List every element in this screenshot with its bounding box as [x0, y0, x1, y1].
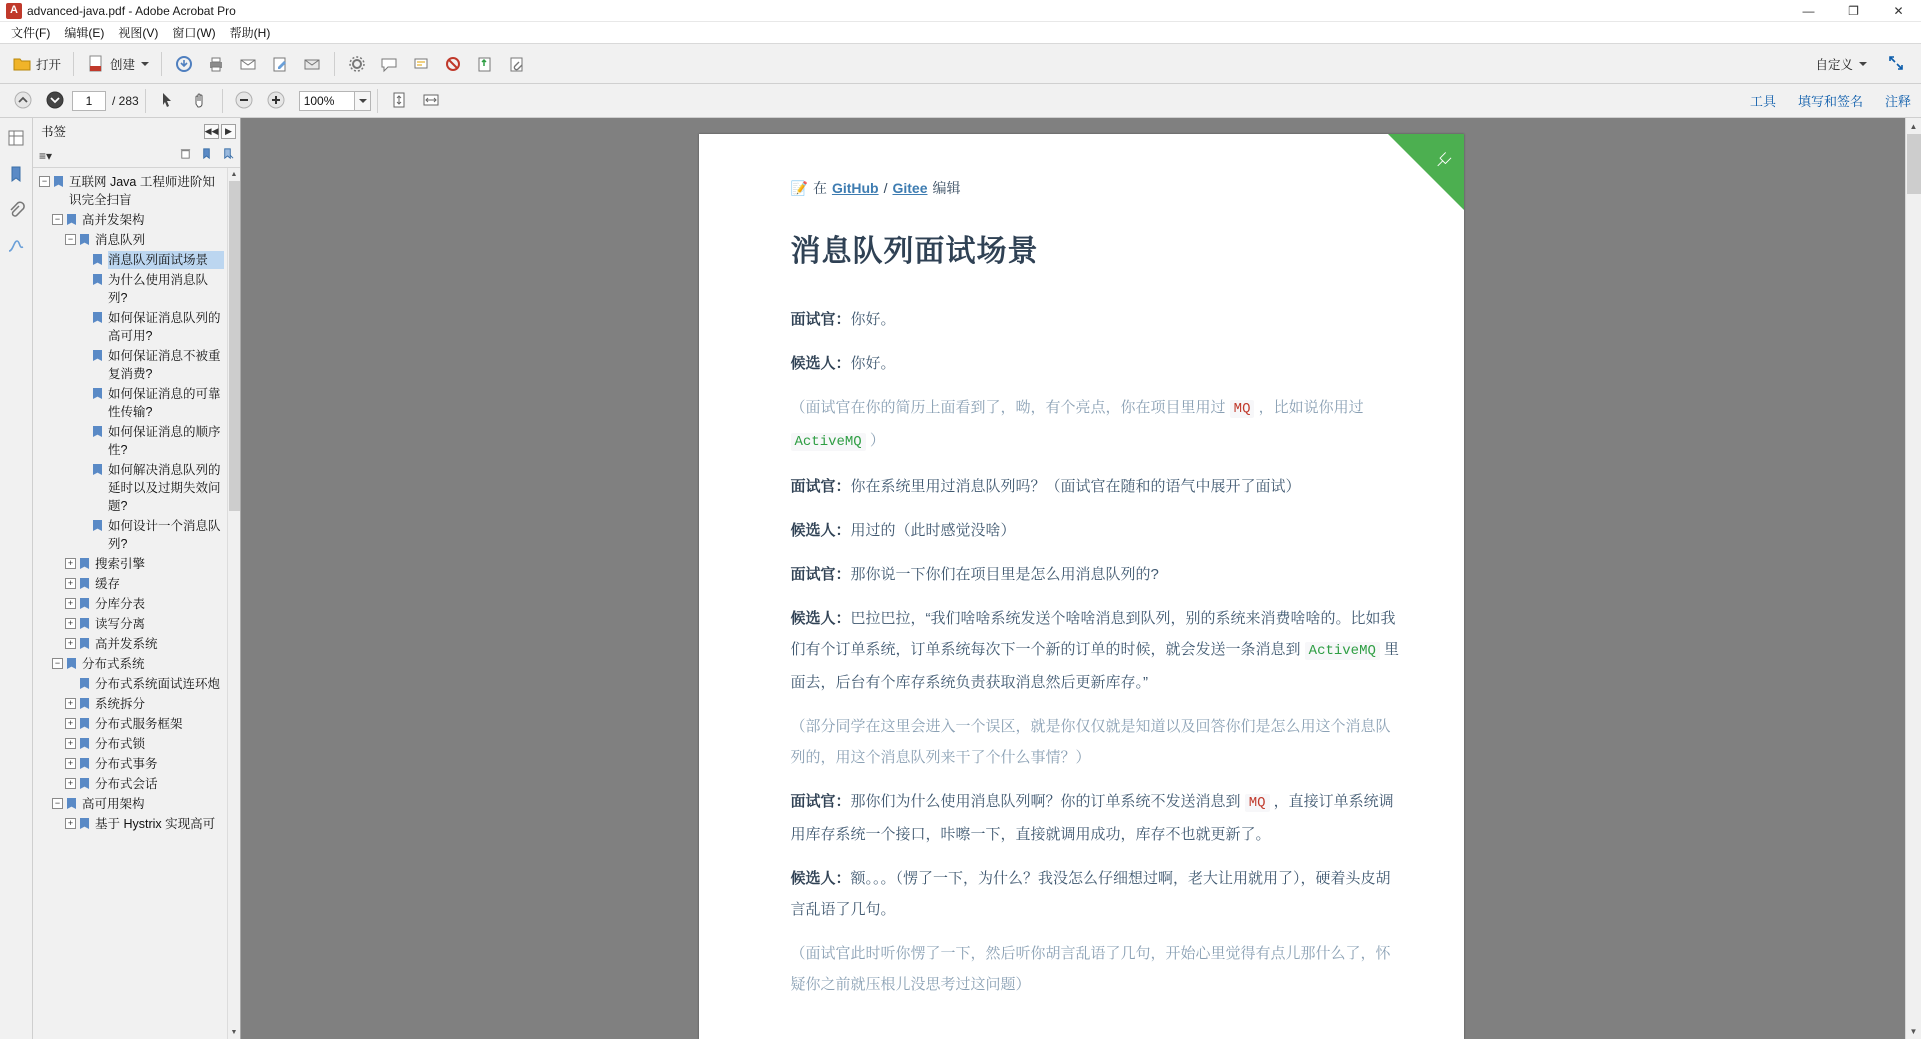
bookmark-label: 缓存 — [95, 577, 121, 591]
document-body — [791, 304, 1402, 1000]
bookmark-item[interactable] — [35, 654, 224, 674]
bookmark-label: 分库分表 — [95, 597, 146, 611]
leaf-node-spacer — [78, 274, 89, 285]
open-button[interactable] — [6, 49, 67, 79]
bookmark-item[interactable] — [35, 210, 224, 230]
new-bookmark-icon[interactable] — [200, 147, 213, 165]
bookmark-label: 为什么使用消息队列? — [108, 273, 209, 305]
paragraph-text: 你好。 — [850, 311, 896, 328]
document-paragraph — [791, 786, 1402, 850]
bookmark-item[interactable] — [35, 460, 224, 516]
expand-node-icon[interactable]: + — [65, 638, 76, 649]
maximize-button[interactable]: ❐ — [1848, 4, 1859, 18]
prohibit-icon — [443, 54, 463, 74]
minimize-button[interactable]: — — [1802, 4, 1815, 18]
github-link[interactable]: GitHub — [831, 180, 879, 196]
expand-node-icon[interactable]: + — [65, 818, 76, 829]
gear-icon — [347, 54, 367, 74]
bookmark-label: 如何设计一个消息队列? — [108, 519, 221, 551]
subbar-separator-1 — [145, 89, 146, 113]
next-page-button[interactable] — [40, 86, 72, 116]
envelope-icon — [302, 54, 322, 74]
bookmark-item[interactable] — [35, 674, 224, 694]
close-button[interactable]: ✕ — [1893, 4, 1904, 18]
expand-icon — [1887, 54, 1907, 74]
menu-bar — [0, 22, 1921, 44]
paragraph-speaker: 面试官： — [790, 311, 851, 328]
bookmark-icon — [66, 213, 79, 227]
menu-edit[interactable]: 编辑(E) — [64, 26, 105, 40]
bookmark-item[interactable] — [35, 754, 224, 774]
expand-toolbar-button[interactable] — [1881, 49, 1913, 79]
arrow-up-icon — [14, 91, 34, 111]
bookmark-icon — [53, 175, 66, 189]
collapse-panel-button[interactable]: ◀◀ — [204, 124, 219, 139]
toolbar-right-group — [1809, 49, 1913, 79]
create-label: 创建 — [110, 57, 136, 72]
expand-node-icon[interactable]: + — [65, 578, 76, 589]
document-scroll-thumb[interactable] — [1907, 134, 1921, 194]
bookmark-icon — [92, 519, 105, 533]
bookmark-label: 消息队列面试场景 — [108, 251, 224, 269]
menu-file[interactable]: 文件(F) — [11, 26, 51, 40]
collapse-node-icon[interactable]: − — [39, 176, 50, 187]
bookmark-label: 分布式服务框架 — [95, 717, 183, 731]
github-ribbon — [1388, 134, 1464, 210]
document-paragraph — [791, 603, 1402, 698]
bookmark-label: 如何保证消息的顺序性? — [108, 425, 221, 457]
menu-view[interactable]: 视图(V) — [118, 26, 159, 40]
paragraph-text: 那你说一下你们在项目里是怎么用消息队列的? — [850, 566, 1159, 583]
pencil-icon: 📝 — [790, 179, 808, 196]
page-total-label: / 283 — [112, 93, 139, 108]
bookmarks-icon[interactable] — [4, 162, 28, 186]
document-paragraph — [791, 304, 1402, 335]
attachments-icon[interactable] — [4, 198, 28, 222]
paragraph-speaker: 候选人： — [790, 870, 851, 887]
customize-button[interactable] — [1809, 49, 1873, 79]
tab-fill-and-sign[interactable]: 填写和签名 — [1797, 94, 1863, 109]
fit-width-icon — [422, 91, 442, 111]
paragraph-text: （面试官此时听你愣了一下，然后听你胡言乱语了几句，开始心里觉得有点儿那什么了，怀疑你之前就压根儿没思考过这问题） — [790, 945, 1391, 993]
bookmarks-nav-buttons — [204, 124, 236, 139]
bookmark-label: 基于 Hystrix 实现高可 — [95, 817, 216, 831]
bookmark-icon — [79, 757, 92, 771]
toolbar-separator-1 — [73, 52, 74, 76]
bookmark-label: 分布式系统面试连环炮 — [95, 677, 221, 691]
gitee-link[interactable]: Gitee — [892, 180, 928, 196]
expand-node-icon[interactable]: + — [65, 698, 76, 709]
collapse-node-icon[interactable]: − — [52, 658, 63, 669]
open-label: 打开 — [36, 57, 62, 72]
previous-page-button[interactable] — [8, 86, 40, 116]
print-button[interactable] — [200, 49, 232, 79]
comment-icon — [379, 54, 399, 74]
document-paragraph — [791, 863, 1402, 925]
bookmark-icon — [92, 273, 105, 287]
bookmark-item[interactable] — [35, 270, 224, 308]
bookmark-label: 分布式系统 — [82, 657, 145, 671]
link-separator: / — [883, 180, 888, 196]
delete-button[interactable] — [437, 49, 469, 79]
leaf-node-spacer — [78, 350, 89, 361]
collapse-node-icon[interactable]: − — [65, 234, 76, 245]
collapse-node-icon[interactable]: − — [52, 214, 63, 225]
bookmark-item[interactable] — [35, 554, 224, 574]
bookmarks-scroll-thumb[interactable] — [229, 181, 240, 511]
edit-suffix: 编辑 — [932, 180, 961, 196]
main-toolbar — [0, 44, 1921, 84]
bookmarks-toolbar-right — [179, 147, 234, 165]
email-button[interactable] — [232, 49, 264, 79]
subbar-separator-3 — [377, 89, 378, 113]
expand-node-icon[interactable]: + — [65, 738, 76, 749]
bookmark-icon — [92, 311, 105, 325]
bookmark-item[interactable] — [35, 574, 224, 594]
leaf-node-spacer — [78, 254, 89, 265]
expand-panel-button[interactable]: ▶ — [221, 124, 236, 139]
bookmark-icon — [92, 425, 105, 439]
bookmarks-tree — [33, 168, 240, 1039]
comment-button[interactable] — [373, 49, 405, 79]
settings-button[interactable] — [341, 49, 373, 79]
bookmark-icon — [79, 233, 92, 247]
inline-code: MQ — [1245, 794, 1270, 812]
edit-prefix: 在 — [812, 180, 827, 196]
paragraph-text: （部分同学在这里会进入一个误区，就是你仅仅就是知道以及回答你们是怎么用这个消息队列的，用这个消息队列来干了个什么事情？） — [790, 718, 1391, 766]
bookmark-icon — [79, 697, 92, 711]
zoom-out-button[interactable] — [229, 86, 261, 116]
scroll-down-icon[interactable]: ▼ — [1909, 1026, 1918, 1036]
bookmark-icon — [79, 557, 92, 571]
inline-code: MQ — [1230, 400, 1255, 418]
leaf-node-spacer — [78, 464, 89, 475]
paragraph-text: 那你们为什么使用消息队列啊？你的订单系统不发送消息到 MQ ，直接订单系统调用库存系统一个接口，咔嚓一下，直接就调用成功，库存不也就更新了。 — [790, 793, 1394, 843]
bookmark-label: 分布式锁 — [95, 737, 146, 751]
bookmark-label: 如何解决消息队列的延时以及过期失效问题? — [108, 463, 221, 513]
toolbar-separator-3 — [334, 52, 335, 76]
document-paragraph — [791, 938, 1402, 1000]
email-icon — [238, 54, 258, 74]
bookmark-label: 系统拆分 — [95, 697, 146, 711]
leaf-node-spacer — [78, 426, 89, 437]
bookmarks-scrollbar[interactable] — [227, 168, 240, 1039]
tab-comment[interactable]: 注释 — [1884, 94, 1911, 109]
page-navigation-toolbar — [0, 84, 1921, 118]
fit-width-button[interactable] — [416, 86, 448, 116]
select-tool-button[interactable] — [152, 86, 184, 116]
save-button[interactable] — [168, 49, 200, 79]
document-paragraph — [791, 471, 1402, 502]
right-pane-tabs — [1750, 91, 1911, 110]
paragraph-text: 巴拉巴拉，“我们啥啥系统发送个啥啥消息到队列，别的系统来消费啥啥的。比如我们有个订单系统，订单系统每次下一个新的订单的时候，就会发送一条消息到 ActiveMQ 里面去，后台有个库存系统负责获取消息然后更新库存。” — [790, 610, 1400, 691]
collapse-node-icon[interactable]: − — [52, 798, 63, 809]
page-number-input[interactable]: 1 — [72, 91, 106, 111]
paragraph-text: 用过的（此时感觉没啥） — [850, 522, 1016, 539]
chevron-down-icon — [1859, 62, 1867, 66]
expand-node-icon[interactable]: + — [65, 618, 76, 629]
bookmark-icon — [79, 777, 92, 791]
bookmark-label: 搜索引擎 — [95, 557, 146, 571]
navigation-rail — [0, 118, 33, 1039]
bookmark-item[interactable] — [35, 694, 224, 714]
signatures-icon[interactable] — [4, 234, 28, 258]
menu-help[interactable]: 帮助(H) — [229, 26, 271, 40]
bookmark-item[interactable] — [35, 516, 224, 554]
bookmark-icon — [79, 637, 92, 651]
zoom-dropdown-button[interactable] — [355, 91, 371, 111]
bookmark-label: 读写分离 — [95, 617, 146, 631]
pencil-edit-icon — [270, 54, 290, 74]
fit-page-button[interactable] — [384, 86, 416, 116]
bookmark-icon — [92, 349, 105, 363]
hand-tool-button[interactable] — [184, 86, 216, 116]
title-bar — [0, 0, 1921, 22]
expand-node-icon[interactable]: + — [65, 778, 76, 789]
sign-button[interactable] — [264, 49, 296, 79]
toolbar-separator-2 — [161, 52, 162, 76]
export-button[interactable] — [469, 49, 501, 79]
bookmark-icon — [92, 463, 105, 477]
bookmark-icon — [79, 737, 92, 751]
scroll-up-icon[interactable]: ▲ — [1909, 121, 1918, 131]
tab-tools[interactable]: 工具 — [1749, 94, 1776, 109]
bookmark-icon — [79, 677, 92, 691]
leaf-node-spacer — [65, 678, 76, 689]
paragraph-text: 额。。。（愣了一下，为什么？我没怎么仔细想过啊，老大让用就用了），硬着头皮胡言乱语了几句。 — [790, 870, 1391, 918]
document-viewer — [241, 118, 1921, 1039]
bookmark-icon — [92, 387, 105, 401]
menu-window[interactable]: 窗口(W) — [172, 26, 216, 40]
bookmark-label: 分布式会话 — [95, 777, 158, 791]
inline-code: ActiveMQ — [1305, 642, 1380, 660]
subbar-separator-2 — [222, 89, 223, 113]
bookmark-item[interactable] — [35, 308, 224, 346]
bookmark-item[interactable] — [35, 734, 224, 754]
bookmarks-header — [33, 118, 240, 144]
bookmark-item[interactable] — [35, 714, 224, 734]
bookmark-item[interactable] — [35, 250, 224, 270]
bookmark-item[interactable] — [35, 814, 224, 834]
bookmark-item[interactable] — [35, 794, 224, 814]
stamp-button[interactable] — [405, 49, 437, 79]
expand-node-icon[interactable]: + — [65, 758, 76, 769]
bookmark-item[interactable] — [35, 422, 224, 460]
paragraph-text: （面试官在你的简历上面看到了，呦，有个亮点，你在项目里用过 MQ ，比如说你用过 ActiveMQ ） — [790, 399, 1364, 450]
zoom-level-input[interactable]: 100% — [299, 91, 355, 111]
expand-node-icon[interactable]: + — [65, 718, 76, 729]
bookmark-icon — [66, 797, 79, 811]
scroll-down-icon[interactable]: ▼ — [228, 1026, 240, 1039]
bookmark-item[interactable] — [35, 594, 224, 614]
delete-bookmark-icon[interactable] — [179, 147, 192, 165]
bookmark-label: 高可用架构 — [82, 797, 145, 811]
fit-page-icon — [390, 91, 410, 111]
paragraph-speaker: 候选人： — [790, 522, 851, 539]
hand-icon — [190, 91, 210, 111]
acrobat-icon — [6, 3, 22, 19]
attach-button[interactable] — [501, 49, 533, 79]
chevron-down-icon — [141, 62, 149, 66]
bookmark-label: 如何保证消息的可靠性传输? — [108, 387, 221, 419]
save-icon — [174, 54, 194, 74]
bookmark-label: 互联网 Java 工程师进阶知识完全扫盲 — [69, 175, 215, 207]
bookmark-item[interactable] — [35, 774, 224, 794]
bookmarks-toolbar — [33, 144, 240, 168]
bookmark-item[interactable] — [35, 172, 224, 210]
scroll-up-icon[interactable]: ▲ — [228, 168, 240, 181]
zoom-in-button[interactable] — [261, 86, 293, 116]
bookmark-item[interactable] — [35, 346, 224, 384]
inline-code: ActiveMQ — [791, 433, 866, 451]
bookmark-icon — [79, 617, 92, 631]
bookmarks-title: 书签 — [41, 125, 67, 139]
expand-node-icon[interactable]: + — [65, 558, 76, 569]
paragraph-speaker: 面试官： — [790, 566, 851, 583]
bookmark-icon — [92, 253, 105, 267]
paragraph-speaker: 面试官： — [790, 478, 851, 495]
document-paragraph — [791, 515, 1402, 546]
bookmark-label: 分布式事务 — [95, 757, 158, 771]
expand-bookmarks-icon[interactable] — [221, 147, 234, 165]
leaf-node-spacer — [78, 312, 89, 323]
bookmark-icon — [79, 577, 92, 591]
arrow-down-icon — [46, 91, 66, 111]
fork-icon: ⑂ — [1429, 147, 1457, 175]
leaf-node-spacer — [78, 520, 89, 531]
stamp-icon — [411, 54, 431, 74]
attach-icon — [507, 54, 527, 74]
paragraph-speaker: 候选人： — [790, 355, 851, 372]
document-paragraph — [791, 711, 1402, 773]
edit-links-line — [791, 178, 1402, 198]
leaf-node-spacer — [78, 388, 89, 399]
bookmark-label: 如何保证消息队列的高可用? — [108, 311, 221, 343]
bookmark-icon — [79, 717, 92, 731]
email-attach-button[interactable] — [296, 49, 328, 79]
work-area — [0, 118, 1921, 1039]
zoom-out-icon — [235, 91, 255, 111]
document-scrollbar[interactable] — [1905, 118, 1921, 1039]
window-controls — [1786, 0, 1921, 22]
bookmark-item[interactable] — [35, 384, 224, 422]
document-paragraph — [791, 559, 1402, 590]
customize-label: 自定义 — [1815, 57, 1853, 72]
bookmark-item[interactable] — [35, 634, 224, 654]
chevron-down-icon — [359, 99, 367, 103]
paragraph-text: 你好。 — [850, 355, 896, 372]
paragraph-speaker: 面试官： — [790, 793, 851, 810]
bookmark-item[interactable] — [35, 614, 224, 634]
document-content — [699, 134, 1464, 1000]
create-pdf-icon — [86, 54, 106, 74]
ribbon-triangle — [1388, 134, 1464, 210]
print-icon — [206, 54, 226, 74]
pages-thumbnail-icon[interactable] — [4, 126, 28, 150]
pdf-page — [699, 134, 1464, 1039]
bookmark-icon — [79, 817, 92, 831]
paragraph-text: 你在系统里用过消息队列吗？（面试官在随和的语气中展开了面试） — [850, 478, 1301, 495]
folder-open-icon — [12, 54, 32, 74]
bookmark-label: 如何保证消息不被重复消费? — [108, 349, 221, 381]
cursor-select-icon — [158, 91, 178, 111]
bookmark-options-button[interactable]: ≡▾ — [39, 148, 53, 163]
paragraph-speaker: 候选人： — [790, 610, 851, 627]
bookmark-label: 消息队列 — [95, 233, 146, 247]
bookmark-label: 高并发系统 — [95, 637, 158, 651]
bookmark-icon — [66, 657, 79, 671]
page-title: 消息队列面试场景 — [790, 235, 1039, 268]
bookmark-item[interactable] — [35, 230, 224, 250]
bookmark-label: 高并发架构 — [82, 213, 145, 227]
window-title: advanced-java.pdf - Adobe Acrobat Pro — [27, 3, 236, 18]
bookmarks-panel — [33, 118, 241, 1039]
export-icon — [475, 54, 495, 74]
create-button[interactable] — [80, 49, 155, 79]
expand-node-icon[interactable]: + — [65, 598, 76, 609]
zoom-in-icon — [267, 91, 287, 111]
bookmark-icon — [79, 597, 92, 611]
document-paragraph — [791, 348, 1402, 379]
document-paragraph — [791, 392, 1402, 458]
